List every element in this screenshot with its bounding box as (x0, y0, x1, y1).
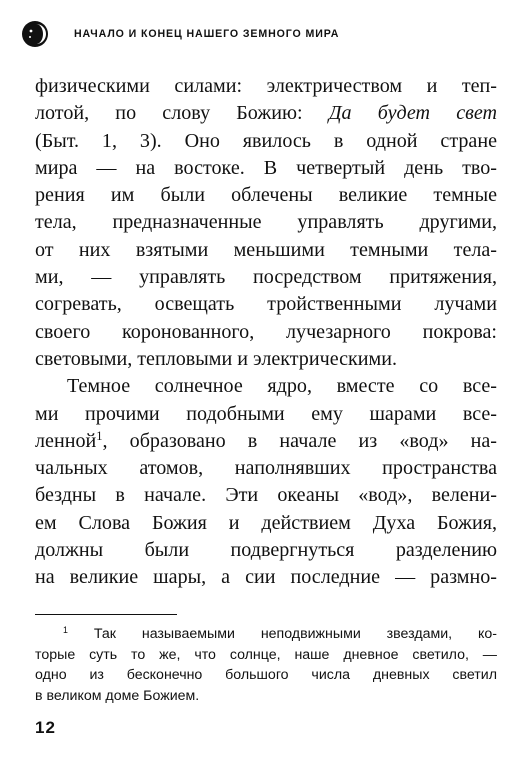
text-line: от них взятыми меньшими темными тела- (35, 238, 497, 261)
text-span: Так называемыми неподвижными звездами, ко- (67, 626, 497, 642)
text-line (35, 428, 497, 455)
text-line (35, 100, 497, 127)
text-line: мира — на востоке. В четвертый день тво- (35, 156, 497, 179)
text-line: согревать, освещать тройственными лучами (35, 293, 497, 316)
text-span: ленной (35, 429, 97, 452)
footnote-line (35, 624, 497, 645)
main-text (35, 73, 497, 592)
text-line: ем Слова Божия и действием Духа Божия, (35, 511, 497, 534)
text-line: рения им были облечены великие темные (35, 184, 497, 207)
footnote-divider (35, 614, 177, 615)
text-line: физическими силами: электричеством и теп- (35, 75, 497, 97)
text-line: на великие шары, а сии последние — размно- (35, 566, 497, 589)
page-number: 12 (35, 718, 56, 737)
italic-quote: Да будет свет (328, 102, 498, 125)
footnote-line: одно из бесконечно большого числа дневных светил (35, 667, 497, 684)
text-line: ми прочими подобными ему шарами все- (35, 402, 497, 425)
text-line: бездны в начале. Эти океаны «вод», велени- (35, 484, 497, 507)
text-line: должны были подвергнуться разделению (35, 539, 497, 562)
text-line: Темное солнечное ядро, вместе со все- (67, 375, 497, 398)
footnote-ref[interactable]: 1 (96, 429, 103, 444)
footnote-line: в великом доме Божием. (35, 687, 200, 704)
running-header (22, 14, 492, 54)
text-line: ми, — управлять посредством притяжения, (35, 266, 497, 289)
text-line: своего коронованного, лучезарного покрова: (35, 320, 497, 343)
text-span: лотой, по слову Божию: (35, 102, 329, 125)
footnote-marker: 1 (63, 625, 68, 636)
text-line: чальных атомов, наполнявших пространства (35, 457, 497, 480)
footnote-line: торые суть то же, что солнце, наше дневное светило, — (35, 646, 497, 663)
text-line: световыми, тепловыми и электрическими. (35, 347, 398, 370)
moon-globe-icon (22, 21, 48, 47)
footnote (35, 624, 497, 706)
text-span: , образовано в начале из «вод» на- (102, 429, 497, 452)
running-head-title: НАЧАЛО И КОНЕЦ НАШЕГО ЗЕМНОГО МИРА (74, 28, 340, 40)
text-line: (Быт. 1, 3). Оно явилось в одной стране (35, 129, 497, 152)
text-line: тела, предназначенные управлять другими, (35, 211, 497, 234)
